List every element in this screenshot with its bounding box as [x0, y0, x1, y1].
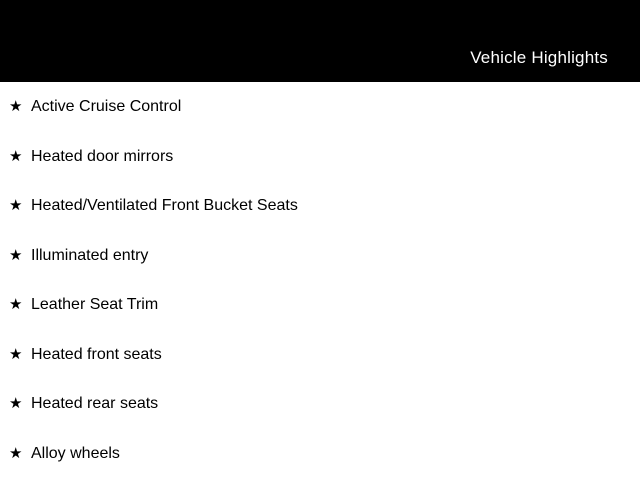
list-item — [0, 132, 640, 182]
list-item — [0, 429, 640, 479]
list-item — [0, 280, 640, 330]
list-item-label: Alloy wheels — [31, 444, 120, 462]
list-item-label: Active Cruise Control — [31, 98, 182, 116]
list-item — [0, 330, 640, 380]
list-item — [0, 181, 640, 231]
list-item-label: Heated rear seats — [31, 395, 159, 413]
list-item-label: Leather Seat Trim — [31, 296, 159, 314]
page-title: Vehicle Highlights — [470, 48, 608, 67]
star-icon: ★ — [9, 345, 23, 363]
star-icon: ★ — [9, 147, 23, 165]
list-item-label: Heated front seats — [31, 345, 162, 363]
list-item — [0, 231, 640, 281]
list-item-label: Illuminated entry — [31, 246, 149, 264]
vehicle-highlights-list — [0, 82, 640, 478]
header-bar — [0, 0, 640, 82]
list-item-label: Heated door mirrors — [31, 147, 174, 165]
star-icon: ★ — [9, 197, 23, 215]
star-icon: ★ — [9, 296, 23, 314]
star-icon: ★ — [9, 395, 23, 413]
list-item — [0, 379, 640, 429]
star-icon: ★ — [9, 98, 23, 116]
star-icon: ★ — [9, 444, 23, 462]
list-item — [0, 82, 640, 132]
star-icon: ★ — [9, 246, 23, 264]
list-item-label: Heated/Ventilated Front Bucket Seats — [31, 197, 298, 215]
